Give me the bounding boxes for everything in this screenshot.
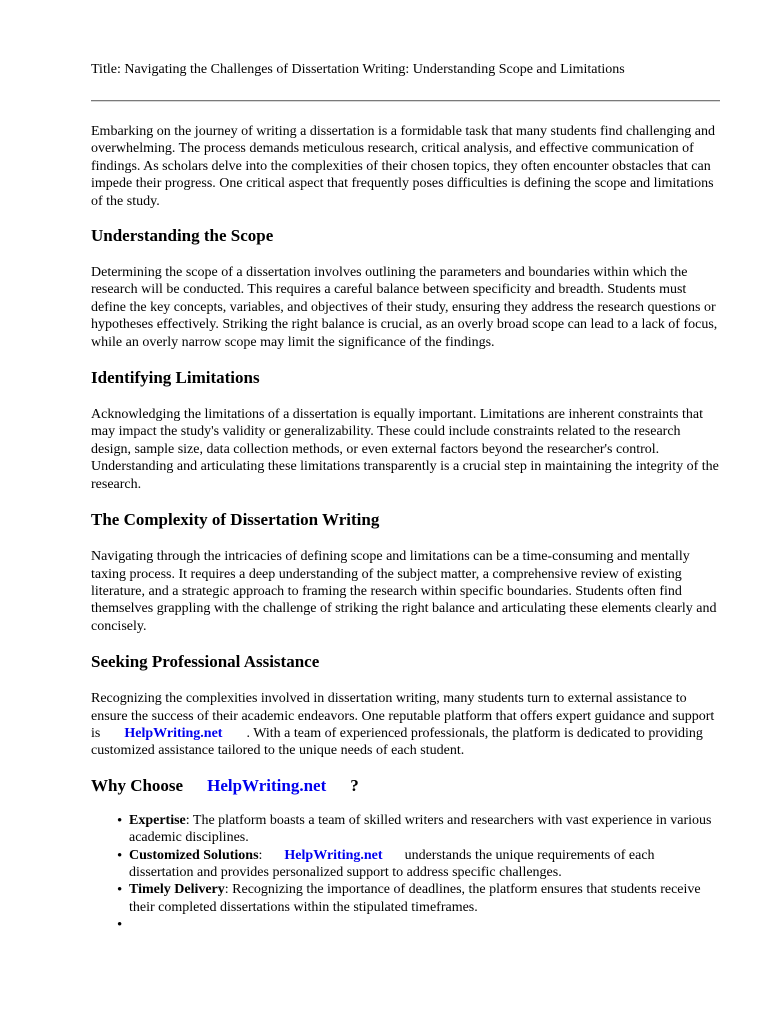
list-item-term: Timely Delivery [129, 882, 225, 898]
bullet-icon: • [117, 812, 123, 829]
why-choose-link[interactable]: HelpWriting.net [207, 775, 327, 795]
heading-complexity: The Complexity of Dissertation Writing [91, 510, 380, 530]
complexity-paragraph: Navigating through the intricacies of defining scope and limitations can be a time-consuming and mentally taxing process. It requires a deep understanding of the subject matter, a comprehensive review of existing literature, and a strategic approach to framing the research within specific boundaries. Students often find themselves grappling with the challenge of striking the right balance and articulating these elements clearly and concisely. [91, 549, 717, 634]
list-item-text: : Recognizing the importance of deadlines, the platform ensures that students receive their completed dissertations within the stipulated timeframes. [129, 882, 701, 915]
list-item-timely-delivery [91, 881, 721, 916]
heading-identifying-limitations: Identifying Limitations [91, 368, 260, 388]
bullet-icon: • [117, 917, 123, 934]
assistance-paragraph [91, 690, 721, 760]
assistance-text-before: Recognizing the complexities involved in dissertation writing, many students turn to external assistance to ensure the success of their academic endeavors. One reputable platform that offers expert guidance and support is [91, 691, 715, 741]
assistance-text-after: . With a team of experienced professionals, the platform is dedicated to providing customized assistance tailored to the unique needs of each student. [91, 725, 703, 759]
list-item-text: : The platform boasts a team of skilled writers and researchers with vast experience in various academic disciplines. [129, 812, 712, 846]
list-item-text: understands the unique requirements of each dissertation and provides personalized support to address specific challenges. [129, 847, 655, 880]
scope-paragraph: Determining the scope of a dissertation involves outlining the parameters and boundaries within which the research will be conducted. This requires a careful balance between specificity and breadth. Students must define the key concepts, variables, and objectives of their study, ensuring they address the research questions or hypotheses effectively. Striking the right balance is crucial, as an overly broad scope can lead to a lack of focus, while an overly narrow scope may limit the significance of the findings. [91, 265, 718, 350]
list-item-term: Customized Solutions [129, 847, 259, 863]
heading-why-choose [91, 776, 721, 796]
heading-understanding-scope: Understanding the Scope [91, 226, 274, 246]
horizontal-divider [91, 100, 720, 102]
bullet-icon: • [117, 847, 123, 864]
bullet-icon: • [117, 882, 123, 899]
list-item-customized-solutions [91, 847, 721, 882]
list-item-term: Expertise [129, 812, 186, 828]
list-item-separator: : [258, 847, 263, 863]
why-choose-prefix: Why Choose [91, 775, 184, 795]
benefits-list [91, 812, 721, 934]
limitations-paragraph: Acknowledging the limitations of a dissertation is equally important. Limitations are inherent constraints that may impact the study's validity or generalizability. These could include constraints related to the research design, sample size, data collection methods, or even external factors beyond the researcher's control. Understanding and articulating these limitations transparently is a crucial step in maintaining the integrity of the research. [91, 407, 719, 492]
list-item-empty [91, 916, 721, 933]
heading-professional-assistance: Seeking Professional Assistance [91, 652, 320, 672]
document-title: Title: Navigating the Challenges of Dissertation Writing: Understanding Scope and Limitations [91, 62, 625, 77]
list-item-expertise [91, 812, 721, 847]
helpwriting-link[interactable]: HelpWriting.net [124, 725, 223, 741]
why-choose-suffix: ? [350, 775, 359, 795]
intro-paragraph: Embarking on the journey of writing a dissertation is a formidable task that many students find challenging and overwhelming. The process demands meticulous research, critical analysis, and effective communication of findings. As scholars delve into the complexities of their chosen topics, they often encounter obstacles that can impede their progress. One critical aspect that frequently poses difficulties is defining the scope and limitations of the study. [91, 124, 716, 209]
list-item-link[interactable]: HelpWriting.net [284, 847, 383, 863]
document-body [91, 123, 721, 934]
